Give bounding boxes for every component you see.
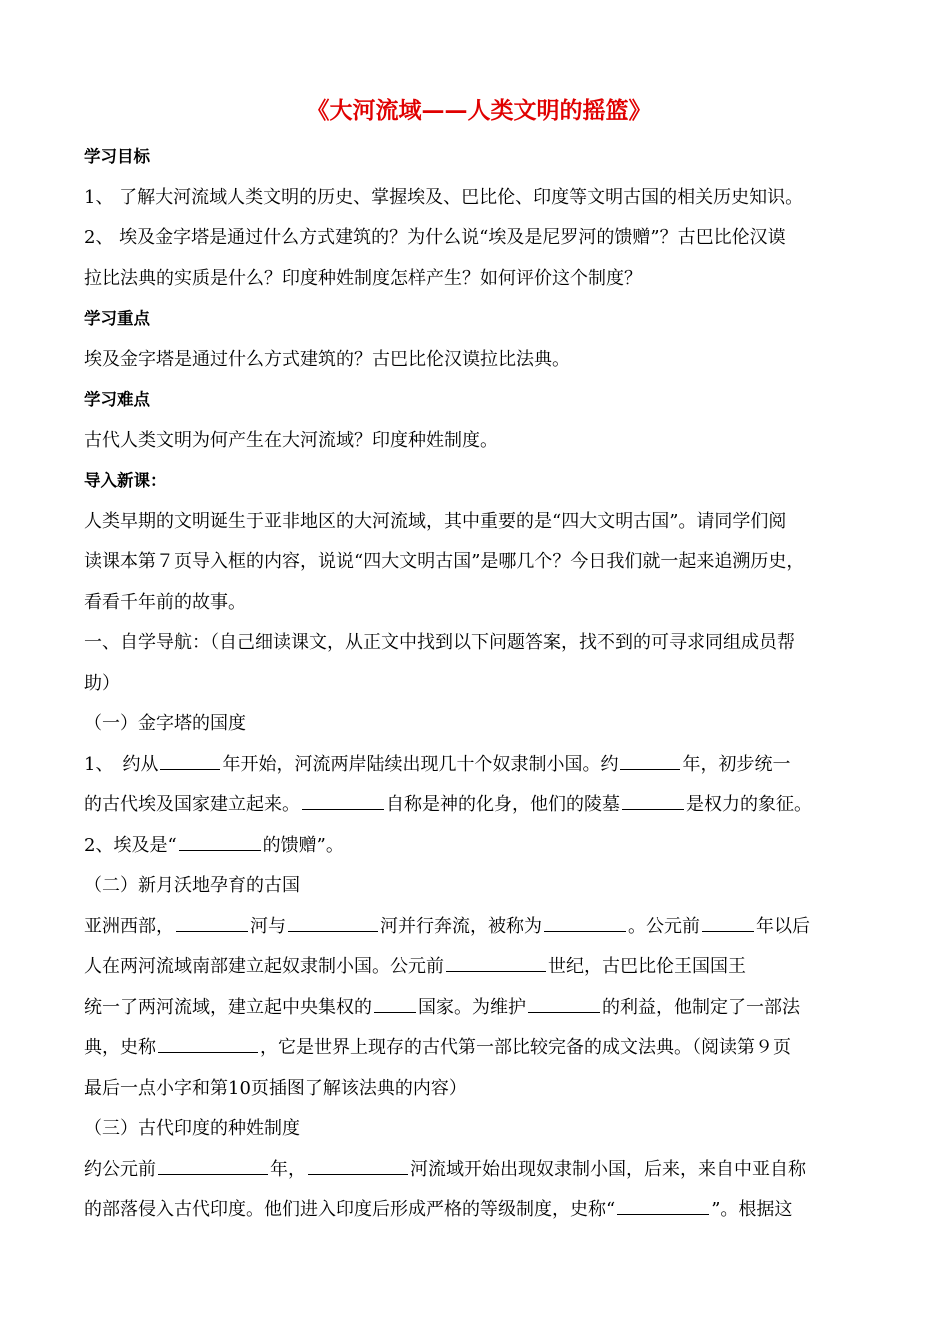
- intro-line-1: 人类早期的文明诞生于亚非地区的大河流域，其中重要的是“四大文明古国”。请同学们阅: [84, 510, 787, 532]
- document-page: [84, 92, 874, 1231]
- question-2: [84, 826, 874, 867]
- text: 的利益，他制定了一部法: [602, 996, 800, 1018]
- subsection-2-heading: （二）新月沃地孕育的古国: [84, 875, 300, 896]
- text: 典，史称: [84, 1037, 156, 1058]
- text: 1、 约从: [84, 753, 159, 775]
- text: ，它是世界上现存的古代第一部比较完备的成文法典。（阅读第９页: [260, 1037, 791, 1058]
- subsection-1-heading: （一）金字塔的国度: [84, 713, 246, 734]
- question-1-line-2: [84, 785, 874, 826]
- fill-blank[interactable]: [446, 953, 546, 972]
- mesopotamia-line-2: [84, 947, 874, 988]
- text: 自称是神的化身，他们的陵墓: [386, 794, 620, 815]
- goal-2-line-2: 拉比法典的实质是什么？印度种姓制度怎样产生？如何评价这个制度？: [84, 267, 642, 289]
- text: 的古代埃及国家建立起来。: [84, 794, 300, 815]
- question-1-line-1: [84, 745, 874, 786]
- fill-blank[interactable]: [544, 913, 626, 932]
- fill-blank[interactable]: [702, 913, 754, 932]
- fill-blank[interactable]: [160, 751, 220, 770]
- intro-line-3: 看看千年前的故事。: [84, 591, 246, 613]
- mesopotamia-line-4: [84, 1028, 874, 1069]
- mesopotamia-line-3: [84, 988, 874, 1029]
- text: 国家。为维护: [418, 996, 526, 1018]
- goals-heading: 学习目标: [84, 147, 150, 166]
- fill-blank[interactable]: [620, 751, 680, 770]
- text: 。公元前: [628, 915, 700, 937]
- fill-blank[interactable]: [176, 913, 248, 932]
- self-study-line-2: 助）: [84, 672, 120, 694]
- goal-1: 1、 了解大河流域人类文明的历史、掌握埃及、巴比伦、印度等文明古国的相关历史知识。: [84, 186, 804, 208]
- document-title: 《大河流域——人类文明的摇篮》: [306, 97, 652, 124]
- key-points-text: 埃及金字塔是通过什么方式建筑的？古巴比伦汉谟拉比法典。: [84, 348, 570, 370]
- key-points-heading: 学习重点: [84, 309, 150, 328]
- text: 年以后: [756, 915, 810, 937]
- mesopotamia-line-1: [84, 907, 874, 948]
- text: 的部落侵入古代印度。他们进入印度后形成严格的等级制度，史称“: [84, 1199, 616, 1220]
- fill-blank[interactable]: [622, 791, 684, 810]
- goal-2-line-1: 2、 埃及金字塔是通过什么方式建筑的？为什么说“埃及是尼罗河的馈赠”？古巴比伦汉谟: [84, 227, 786, 248]
- text: 河与: [250, 915, 286, 937]
- text: 世纪，古巴比伦王国国王: [548, 956, 746, 977]
- text: 约公元前: [84, 1158, 156, 1180]
- fill-blank[interactable]: [617, 1196, 709, 1215]
- text: 2、埃及是“: [84, 834, 177, 856]
- text: 河流域开始出现奴隶制小国，后来，来自中亚自称: [410, 1158, 806, 1180]
- text: 人在两河流域南部建立起奴隶制小国。公元前: [84, 956, 444, 977]
- fill-blank[interactable]: [374, 994, 416, 1013]
- text: 年，: [270, 1158, 306, 1180]
- text: 年，初步统一: [682, 753, 791, 775]
- fill-blank[interactable]: [528, 994, 600, 1013]
- text: 亚洲西部，: [84, 915, 174, 937]
- text: 是权力的象征。: [686, 794, 812, 815]
- fill-blank[interactable]: [308, 1156, 408, 1175]
- fill-blank[interactable]: [288, 913, 378, 932]
- difficulties-text: 古代人类文明为何产生在大河流域？印度种姓制度。: [84, 429, 498, 451]
- mesopotamia-line-5: 最后一点小字和第10页插图了解该法典的内容）: [84, 1077, 467, 1099]
- subsection-3-heading: （三）古代印度的种姓制度: [84, 1118, 300, 1139]
- text: 的馈赠”。: [262, 834, 344, 856]
- india-line-1: [84, 1150, 874, 1191]
- difficulties-heading: 学习难点: [84, 390, 150, 409]
- intro-heading: 导入新课：: [84, 471, 167, 490]
- fill-blank[interactable]: [179, 832, 261, 851]
- self-study-line-1: 一、自学导航：（自己细读课文，从正文中找到以下问题答案，找不到的可寻求同组成员帮: [84, 632, 795, 653]
- india-line-2: [84, 1190, 874, 1231]
- text: ”。根据这: [711, 1199, 793, 1220]
- fill-blank[interactable]: [158, 1034, 258, 1053]
- text: 年开始，河流两岸陆续出现几十个奴隶制小国。约: [222, 753, 619, 775]
- text: 统一了两河流域，建立起中央集权的: [84, 996, 372, 1018]
- fill-blank[interactable]: [158, 1156, 268, 1175]
- intro-line-2: 读课本第７页导入框的内容，说说“四大文明古国”是哪几个？今日我们就一起来追溯历史，: [84, 551, 805, 572]
- fill-blank[interactable]: [302, 791, 384, 810]
- text: 河并行奔流，被称为: [380, 915, 542, 937]
